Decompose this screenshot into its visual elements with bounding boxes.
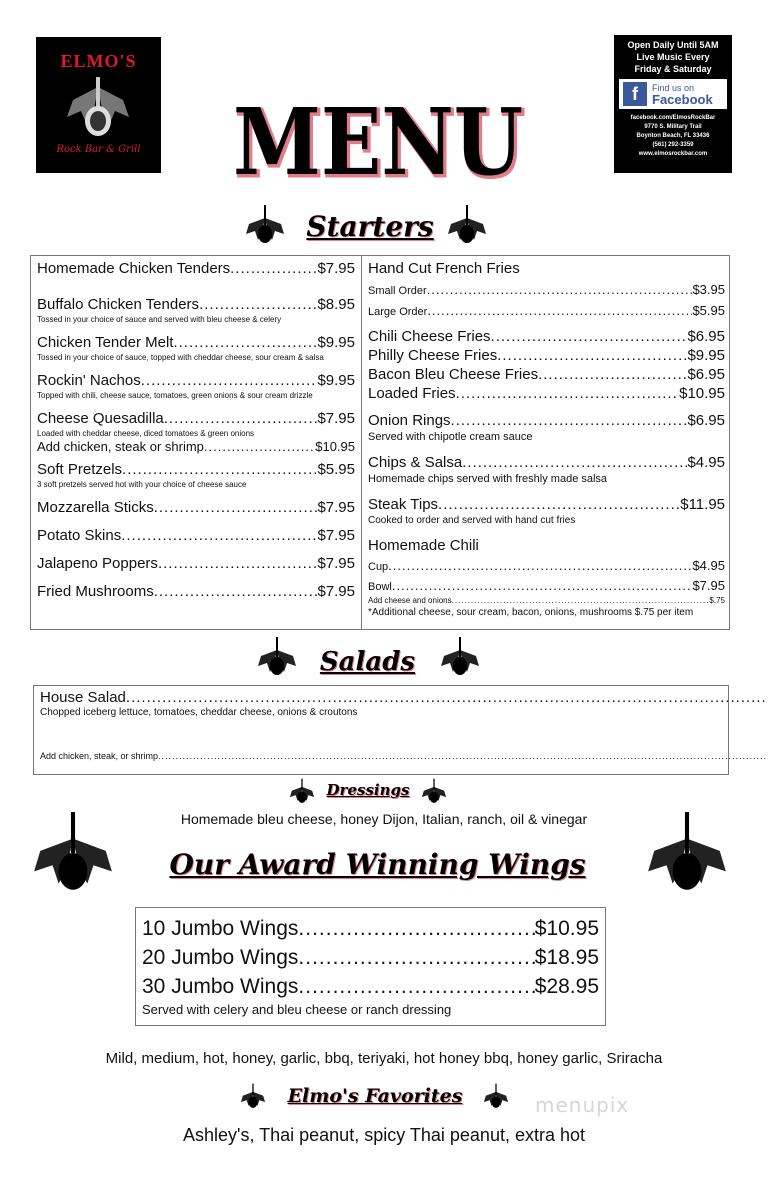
menu-item: Loaded Fries ..... $10.95 xyxy=(368,385,725,403)
menu-item: Chicken Tender Melt ..... $9.95 xyxy=(37,334,355,352)
salads-box xyxy=(33,685,729,775)
menu-item: Soft Pretzels ..... $5.95 xyxy=(37,461,355,479)
menu-item: Jalapeno Poppers ..... $7.95 xyxy=(37,555,355,573)
address-line2: Boynton Beach, FL 33436 xyxy=(636,133,710,139)
guitar-wings-icon xyxy=(245,204,285,248)
wings-heading: Our Award Winning Wings xyxy=(169,848,586,881)
guitar-wings-icon xyxy=(483,1083,509,1111)
menu-item: Steak Tips ..... $11.95 xyxy=(368,496,725,514)
menu-item: Rockin' Nachos ..... $9.95 xyxy=(37,372,355,390)
item-description: Cooked to order and served with hand cut fries xyxy=(368,515,576,526)
facebook-badge[interactable] xyxy=(619,79,727,109)
menu-item: House Salad ..... xyxy=(40,689,768,707)
starters-box xyxy=(30,255,730,630)
guitar-wings-icon xyxy=(32,810,114,900)
favorites-list: Ashley's, Thai peanut, spicy Thai peanut, extra hot xyxy=(182,1125,585,1145)
wings-note: Served with celery and bleu cheese or ranch dressing xyxy=(142,1002,452,1017)
logo-tagline: Rock Bar & Grill xyxy=(56,144,141,155)
favorites-heading: Elmo's Favorites xyxy=(287,1085,463,1107)
menu-item: Onion Rings ..... $6.95 xyxy=(368,412,725,430)
info-box xyxy=(614,35,732,173)
menu-item: Philly Cheese Fries ..... $9.95 xyxy=(368,347,725,365)
dressings-list: Homemade bleu cheese, honey Dijon, Italian, ranch, oil & vinegar xyxy=(180,811,588,827)
item-description: Served with chipotle cream sauce xyxy=(368,431,533,443)
item-description: Tossed in your choice of sauce, topped with cheddar cheese, sour cream & salsa xyxy=(37,353,324,362)
menu-item: Bowl ..... $7.95 xyxy=(368,578,725,595)
facebook-name: Facebook xyxy=(652,92,713,107)
facebook-url[interactable]: facebook.com/ElmosRockBar xyxy=(630,115,716,121)
menu-item: Chips & Salsa ..... $4.95 xyxy=(368,454,725,472)
menu-item: Potato Skins ..... $7.95 xyxy=(37,527,355,545)
wing-flavors: Mild, medium, hot, honey, garlic, bbq, teriyaki, hot honey bbq, honey garlic, Sriracha xyxy=(105,1050,663,1067)
item-description: Homemade chips served with freshly made salsa xyxy=(368,473,608,485)
phone-number: (561) 292-3359 xyxy=(652,142,694,148)
guitar-wings-icon xyxy=(289,778,315,806)
guitar-wings-icon xyxy=(63,75,133,145)
dressings-heading: Dressings xyxy=(326,781,410,799)
menu-item-addon: Add chicken, steak or shrimp ..... $10.95 xyxy=(37,439,355,455)
hours-text: Open Daily Until 5AM xyxy=(627,40,719,50)
menu-item: Large Order ..... $5.95 xyxy=(368,303,725,320)
menu-item: 30 Jumbo Wings ..... $28.95 xyxy=(142,972,599,1001)
item-description: Chopped iceberg lettuce, tomatoes, cheddar cheese, onions & croutons xyxy=(40,707,358,718)
logo-name: ELMO'S xyxy=(60,51,137,71)
item-description: Tossed in your choice of sauce and served with bleu cheese & celery xyxy=(37,315,282,324)
menu-item: 10 Jumbo Wings ..... $10.95 xyxy=(142,914,599,943)
menu-item: Fried Mushrooms ..... $7.95 xyxy=(37,583,355,601)
menu-title-text: MENU xyxy=(233,88,523,188)
item-description: 3 soft pretzels served hot with your choice of cheese sauce xyxy=(37,480,247,489)
salad-column xyxy=(34,686,768,774)
watermark: menupix xyxy=(535,1093,630,1117)
address-line1: 9770 S. Military Trail xyxy=(644,124,702,130)
menu-item: Small Order ..... $3.95 xyxy=(368,282,725,299)
menu-item: Cup ..... $4.95 xyxy=(368,558,725,575)
starters-heading: Starters xyxy=(306,210,434,243)
starters-right-column xyxy=(362,256,731,629)
menu-item-addon: Add chicken, steak, or shrimp ..... xyxy=(40,747,768,762)
chili-note: *Additional cheese, sour cream, bacon, onions, mushrooms $.75 per item xyxy=(368,607,694,618)
music-text: Live Music Every xyxy=(636,52,710,62)
starters-left-column xyxy=(31,256,362,629)
menu-item: Bacon Bleu Cheese Fries ..... $6.95 xyxy=(368,366,725,384)
menu-item-addon: Add cheese and onions ..... $.75 xyxy=(368,595,725,606)
facebook-find: Find us on xyxy=(652,83,695,93)
menu-title xyxy=(230,88,530,188)
website[interactable]: www.elmosrockbar.com xyxy=(638,151,708,157)
menu-item: Buffalo Chicken Tenders ..... $8.95 xyxy=(37,296,355,314)
guitar-wings-icon xyxy=(421,778,447,806)
menu-item: Cheese Quesadilla ..... $7.95 xyxy=(37,410,355,428)
wings-box xyxy=(135,907,606,1026)
item-description: Loaded with cheddar cheese, diced tomatoes & green onions xyxy=(37,429,255,438)
menu-item: Homemade Chicken Tenders ..... $7.95 xyxy=(37,260,355,278)
salads-heading: Salads xyxy=(319,647,416,677)
item-description: Topped with chili, cheese sauce, tomatoes, green onions & sour cream drizzle xyxy=(37,391,313,400)
guitar-wings-icon xyxy=(240,1083,266,1111)
music-days-text: Friday & Saturday xyxy=(634,64,712,74)
menu-title-shadow: MENU xyxy=(235,90,525,188)
menu-item: Chili Cheese Fries ..... $6.95 xyxy=(368,328,725,346)
menu-item: 20 Jumbo Wings ..... $18.95 xyxy=(142,943,599,972)
guitar-wings-icon xyxy=(447,204,487,248)
guitar-wings-icon xyxy=(440,636,480,680)
facebook-icon: f xyxy=(623,82,647,106)
chili-title: Homemade Chili xyxy=(368,537,479,554)
menu-item: Mozzarella Sticks ..... $7.95 xyxy=(37,499,355,517)
guitar-wings-icon xyxy=(646,810,728,900)
guitar-wings-icon xyxy=(257,636,297,680)
elmos-logo xyxy=(36,37,161,173)
fries-title: Hand Cut French Fries xyxy=(368,260,520,277)
